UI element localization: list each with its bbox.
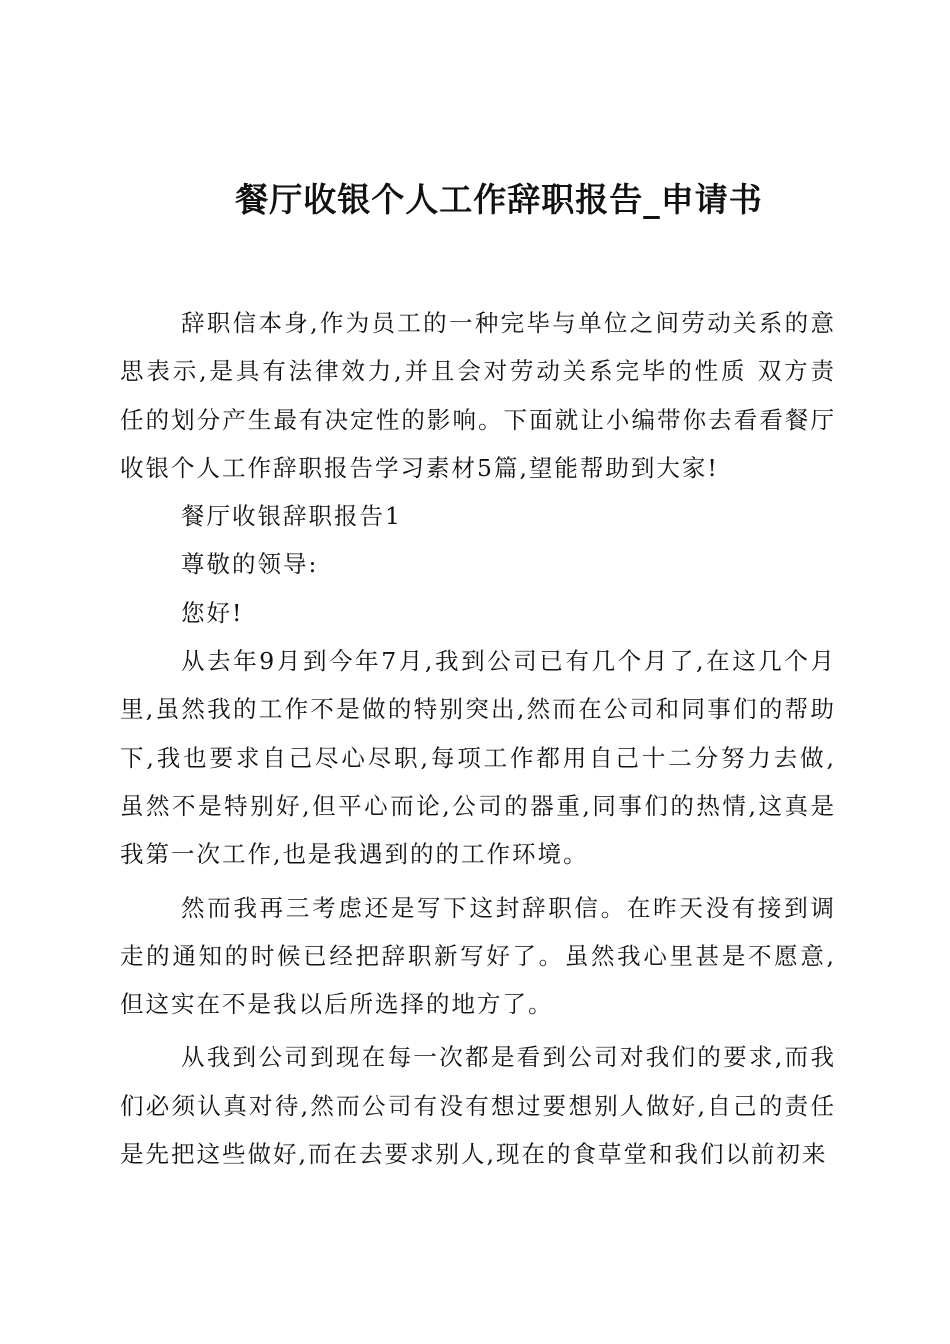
body-paragraph: 从去年9月到今年7月,我到公司已有几个月了,在这几个月里,虽然我的工作不是做的特别突出,然而在公司和同事们的帮助下,我也要求自己尽心尽职,每项工作都用自己十二分努力去做,虽然不是特别好,但平心而论,公司的器重,同事们的热情,这真是我第一次工作,也是我遇到的的工作环境。 [120,647,836,869]
salutation: 尊敬的领导: [181,550,319,579]
document-body [120,299,836,1178]
intro-paragraph: 辞职信本身,作为员工的一种完毕与单位之间劳动关系的意思表示,是具有法律效力,并且会对劳动关系完毕的性质 双方责任的划分产生最有决定性的影响。下面就让小编带你去看看餐厅收银个人工作辞职报告学习素材5篇,望能帮助到大家! [120,309,836,482]
section-heading: 餐厅收银辞职报告1 [181,502,402,531]
document-title: 餐厅收银个人工作辞职报告_申请书 [235,180,763,219]
body-paragraph: 从我到公司到现在每一次都是看到公司对我们的要求,而我们必须认真对待,然而公司有没有想过要想别人做好,自己的责任是先把这些做好,而在去要求别人,现在的食草堂和我们以前初来 [120,1043,836,1169]
body-paragraph: 然而我再三考虑还是写下这封辞职信。在昨天没有接到调走的通知的时候已经把辞职新写好了。虽然我心里甚是不愿意,但这实在不是我以后所选择的地方了。 [120,893,836,1019]
greeting: 您好! [181,598,244,627]
